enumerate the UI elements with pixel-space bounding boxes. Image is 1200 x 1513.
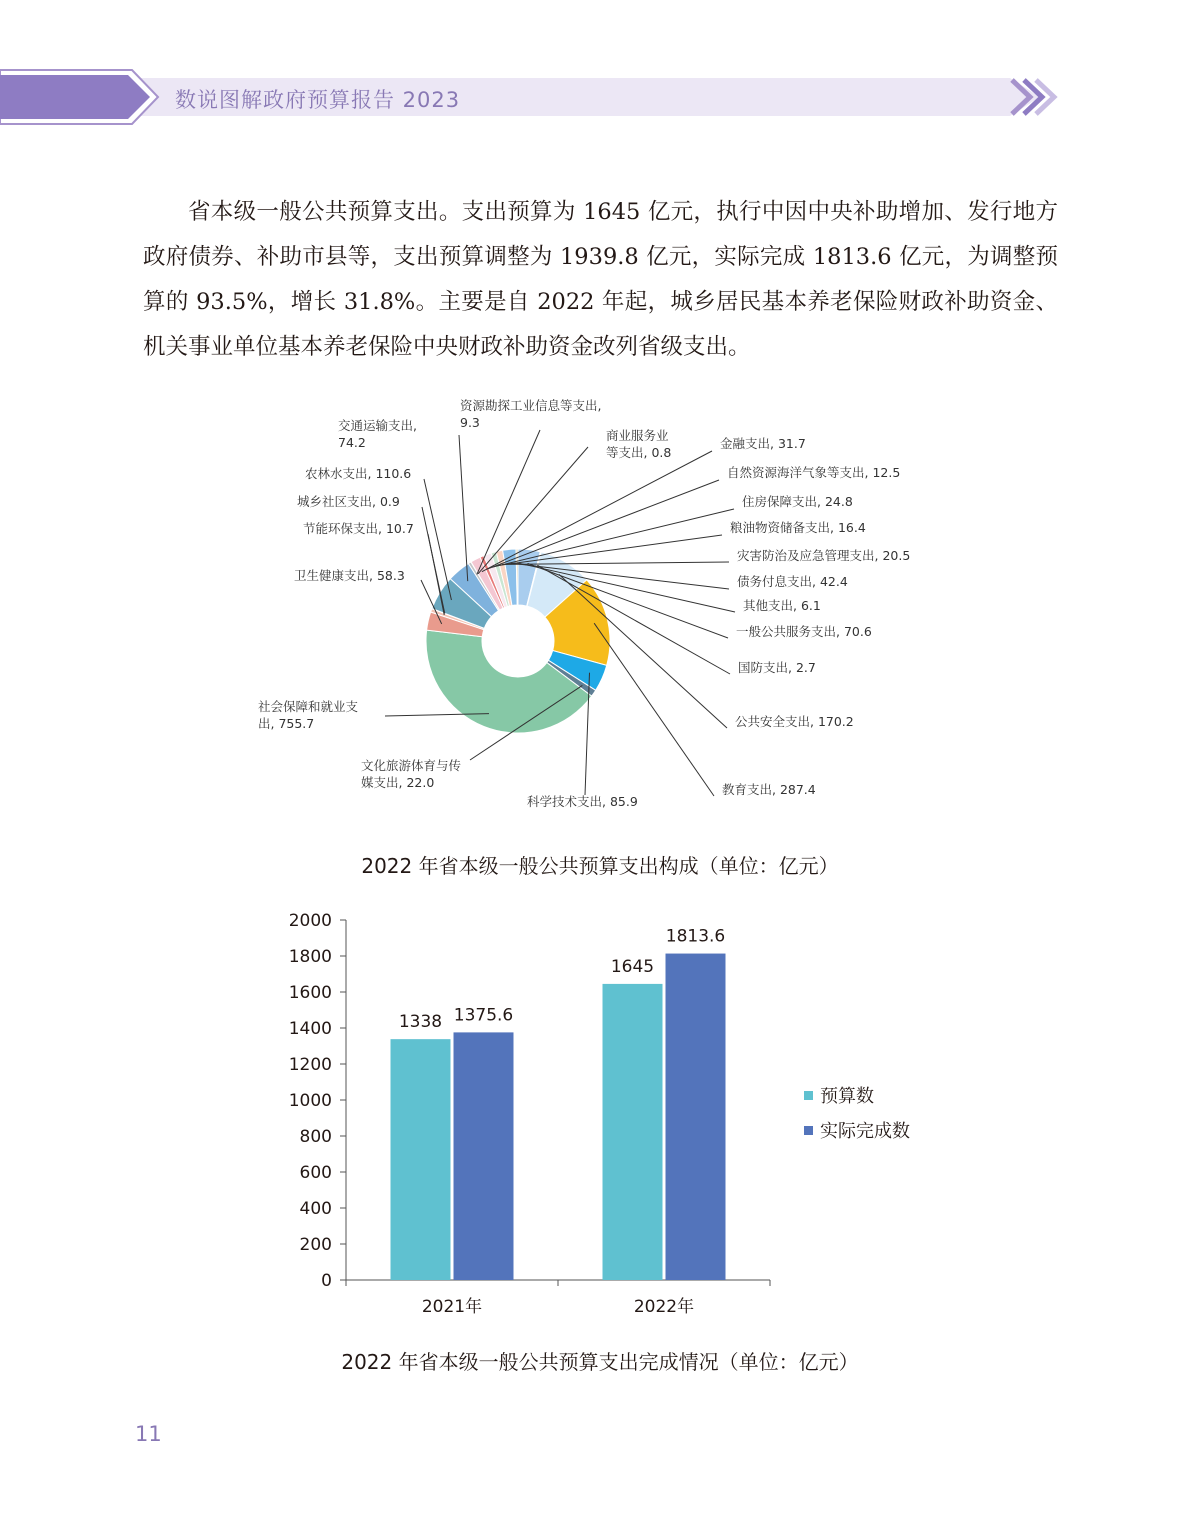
slice-label-line: 媒支出, 22.0 [361,775,435,790]
slice-label-line: 住房保障支出, 24.8 [742,494,853,509]
slice-label-line: 债务付息支出, 42.4 [737,574,848,589]
slice-label [737,548,910,563]
y-tick-label: 0 [321,1271,332,1291]
bar [454,1032,514,1280]
slice-label [527,794,638,809]
slice-label [727,465,900,480]
slice-label-line: 出, 755.7 [258,716,315,731]
slice-label [305,466,411,481]
x-category-label: 2022年 [633,1297,695,1317]
slice-label-line: 其他支出, 6.1 [743,598,821,613]
slice-label-line: 卫生健康支出, 58.3 [294,568,405,583]
y-tick-label: 400 [299,1199,332,1219]
slice-label [294,568,405,583]
slice-label [730,520,866,535]
slice-label [742,494,853,509]
slice-label [606,428,671,460]
slice-label [303,521,414,536]
slice-label-line: 一般公共服务支出, 70.6 [736,624,872,639]
slice-label-line: 等支出, 0.8 [606,445,672,460]
bar [666,954,726,1280]
legend-label: 实际完成数 [820,1121,910,1142]
pie-chart-caption: 2022 年省本级一般公共预算支出构成（单位：亿元） [361,854,839,878]
slice-label [737,574,848,589]
bar [391,1039,451,1280]
legend-swatch [804,1091,813,1100]
slice-label [258,699,359,731]
slice-label [297,494,400,509]
slice-label-line: 自然资源海洋气象等支出, 12.5 [727,465,901,480]
donut-chart [0,390,1200,830]
slice-label [736,624,872,639]
y-tick-label: 1600 [288,983,332,1003]
slice-label-line: 节能环保支出, 10.7 [303,521,414,536]
bar-value-label: 1375.6 [453,1005,514,1026]
slice-label-line: 公共安全支出, 170.2 [735,714,854,729]
slice-label-line: 国防支出, 2.7 [738,660,816,675]
x-category-label: 2021年 [421,1297,483,1317]
leader-line [422,507,445,614]
y-tick-label: 800 [299,1127,332,1147]
leader-line [594,623,714,796]
y-tick-label: 1000 [288,1091,332,1111]
slice-label [735,714,854,729]
bar-value-label: 1645 [610,956,655,977]
slice-label-line: 城乡社区支出, 0.9 [297,494,400,509]
slice-label-line: 灾害防治及应急管理支出, 20.5 [737,548,911,563]
slice-label-line: 74.2 [338,435,366,450]
slice-label [338,418,417,450]
y-tick-label: 600 [299,1163,332,1183]
leader-line [487,480,719,569]
legend-swatch [804,1126,813,1135]
slice-label-line: 社会保障和就业支 [258,699,359,714]
slice-label [722,782,816,797]
slice-label-line: 9.3 [460,415,480,430]
header-banner [0,0,1200,140]
slice-label [720,436,806,451]
y-tick-label: 2000 [288,911,332,931]
slice-label [460,398,601,430]
slice-label [743,598,821,613]
y-tick-label: 1800 [288,947,332,967]
slice-label-line: 资源勘探工业信息等支出, [460,398,602,413]
header-arrow [0,75,150,119]
slice-label [738,660,816,675]
bar-chart [0,900,1200,1320]
header-title: 数说图解政府预算报告 2023 [175,88,461,112]
slice-label-line: 教育支出, 287.4 [722,782,816,797]
slice-label-line: 交通运输支出, [338,418,417,433]
bar-value-label: 1338 [398,1012,443,1033]
body-paragraph: 省本级一般公共预算支出。支出预算为 1645 亿元，执行中因中央补助增加、发行地方政府债券、补助市县等，支出预算调整为 1939.8 亿元，实际完成 1813.6 亿元，为调整预算的 93.5%，增长 31.8%。主要是自 2022 年起，城乡居民基本养老保险财政补助资金、机关事业单位基本养老保险中央财政补助资金改列省级支出。 [143,199,1058,360]
y-tick-label: 1200 [288,1055,332,1075]
slice-label-line: 商业服务业 [606,428,669,443]
legend-label: 预算数 [820,1086,874,1107]
y-tick-label: 200 [299,1235,332,1255]
slice-label [361,758,462,790]
slice-label-line: 农林水支出, 110.6 [305,466,412,481]
bar-value-label: 1813.6 [665,926,726,947]
leader-line [482,451,712,572]
slice-label-line: 金融支出, 31.7 [720,436,806,451]
page-number: 11 [135,1422,162,1446]
bar-chart-caption: 2022 年省本级一般公共预算支出完成情况（单位：亿元） [341,1350,859,1374]
slice-label-line: 粮油物资储备支出, 16.4 [730,520,866,535]
y-tick-label: 1400 [288,1019,332,1039]
slice-label-line: 文化旅游体育与传 [361,758,462,773]
leader-line [459,435,468,581]
slice-label-line: 科学技术支出, 85.9 [527,794,638,809]
bar [603,984,663,1280]
